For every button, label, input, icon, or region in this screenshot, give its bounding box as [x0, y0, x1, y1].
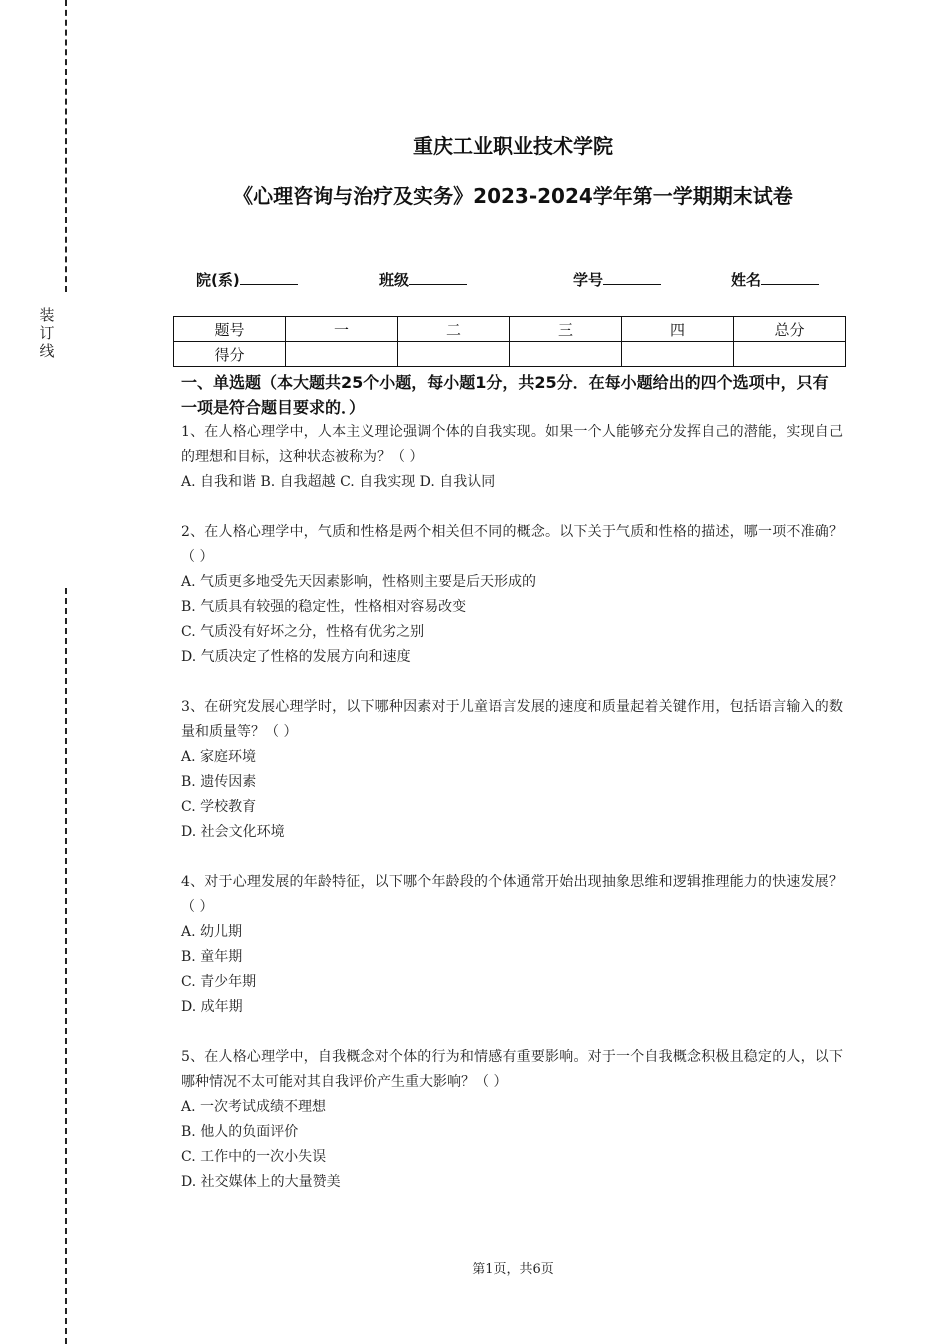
fill-blank[interactable]	[603, 268, 661, 285]
score-table-cell: 二	[398, 317, 510, 342]
info-department[interactable]	[196, 268, 298, 290]
score-table-cell: 三	[510, 317, 622, 342]
question-item	[181, 420, 843, 495]
info-label: 姓名	[731, 271, 762, 289]
binding-char: 订	[39, 324, 55, 342]
answer-option: C. 气质没有好坏之分，性格有优劣之别	[181, 624, 425, 640]
score-table-cell: 得分	[174, 342, 286, 367]
info-class[interactable]	[379, 268, 467, 290]
info-label: 学号	[573, 271, 604, 289]
question-item	[181, 1045, 843, 1195]
answer-option: A. 幼儿期	[181, 924, 243, 940]
answer-option: D. 社交媒体上的大量赞美	[181, 1174, 341, 1190]
score-table-cell: 总分	[734, 317, 846, 342]
answer-option: B. 气质具有较强的稳定性，性格相对容易改变	[181, 599, 467, 615]
binding-dashed-line-bottom	[65, 588, 67, 1344]
question-list	[181, 420, 843, 1220]
question-stem: 3、在研究发展心理学时，以下哪种因素对于儿童语言发展的速度和质量起着关键作用，包括语言输入的数量和质量等？（ ）	[181, 699, 843, 740]
info-name[interactable]	[731, 268, 819, 290]
info-label: 班级	[379, 271, 410, 289]
section-heading: 一、单选题（本大题共25个小题，每小题1分，共25分．在每小题给出的四个选项中，只有一项是符合题目要求的．）	[181, 373, 829, 417]
question-stem: 5、在人格心理学中，自我概念对个体的行为和情感有重要影响。对于一个自我概念积极且稳定的人，以下哪种情况不太可能对其自我评价产生重大影响？（ ）	[181, 1049, 843, 1090]
answer-option: B. 遗传因素	[181, 774, 257, 790]
score-table-score-row	[174, 342, 846, 367]
question-stem: 1、在人格心理学中，人本主义理论强调个体的自我实现。如果一个人能够充分发挥自己的潜能，实现自己的理想和目标，这种状态被称为？（ ）	[181, 424, 843, 465]
question-item	[181, 870, 843, 1020]
score-table-cell: 四	[622, 317, 734, 342]
answer-option: B. 童年期	[181, 949, 243, 965]
answer-option: A. 自我和谐 B. 自我超越 C. 自我实现 D. 自我认同	[181, 474, 496, 490]
question-stem: 4、对于心理发展的年龄特征，以下哪个年龄段的个体通常开始出现抽象思维和逻辑推理能力的快速发展？（ ）	[181, 874, 843, 915]
score-entry-cell[interactable]	[510, 342, 622, 367]
fill-blank[interactable]	[761, 268, 819, 285]
score-table	[173, 316, 846, 367]
answer-option: D. 成年期	[181, 999, 243, 1015]
answer-option: D. 气质决定了性格的发展方向和速度	[181, 649, 411, 665]
page-footer: 第1页，共6页	[472, 1262, 554, 1277]
score-table-header-row	[174, 317, 846, 342]
score-table-cell: 题号	[174, 317, 286, 342]
question-item	[181, 695, 843, 845]
answer-option: C. 工作中的一次小失误	[181, 1149, 327, 1165]
binding-char: 装	[39, 306, 55, 324]
binding-char: 线	[39, 342, 55, 360]
school-name: 重庆工业职业技术学院	[413, 134, 613, 158]
binding-label	[37, 306, 57, 360]
answer-option: B. 他人的负面评价	[181, 1124, 299, 1140]
question-stem: 2、在人格心理学中，气质和性格是两个相关但不同的概念。以下关于气质和性格的描述，哪一项不准确？（ ）	[181, 524, 843, 565]
answer-option: A. 气质更多地受先天因素影响，性格则主要是后天形成的	[181, 574, 537, 590]
score-entry-cell[interactable]	[398, 342, 510, 367]
score-entry-cell[interactable]	[734, 342, 846, 367]
score-entry-cell[interactable]	[286, 342, 398, 367]
info-student-id[interactable]	[573, 268, 661, 290]
answer-option: C. 青少年期	[181, 974, 257, 990]
score-table-cell: 一	[286, 317, 398, 342]
info-label: 院(系)	[196, 271, 240, 289]
exam-title: 《心理咨询与治疗及实务》2023-2024学年第一学期期末试卷	[233, 184, 793, 208]
answer-option: D. 社会文化环境	[181, 824, 285, 840]
answer-option: C. 学校教育	[181, 799, 257, 815]
fill-blank[interactable]	[409, 268, 467, 285]
score-entry-cell[interactable]	[622, 342, 734, 367]
answer-option: A. 家庭环境	[181, 749, 257, 765]
fill-blank[interactable]	[240, 268, 298, 285]
question-item	[181, 520, 843, 670]
answer-option: A. 一次考试成绩不理想	[181, 1099, 327, 1115]
